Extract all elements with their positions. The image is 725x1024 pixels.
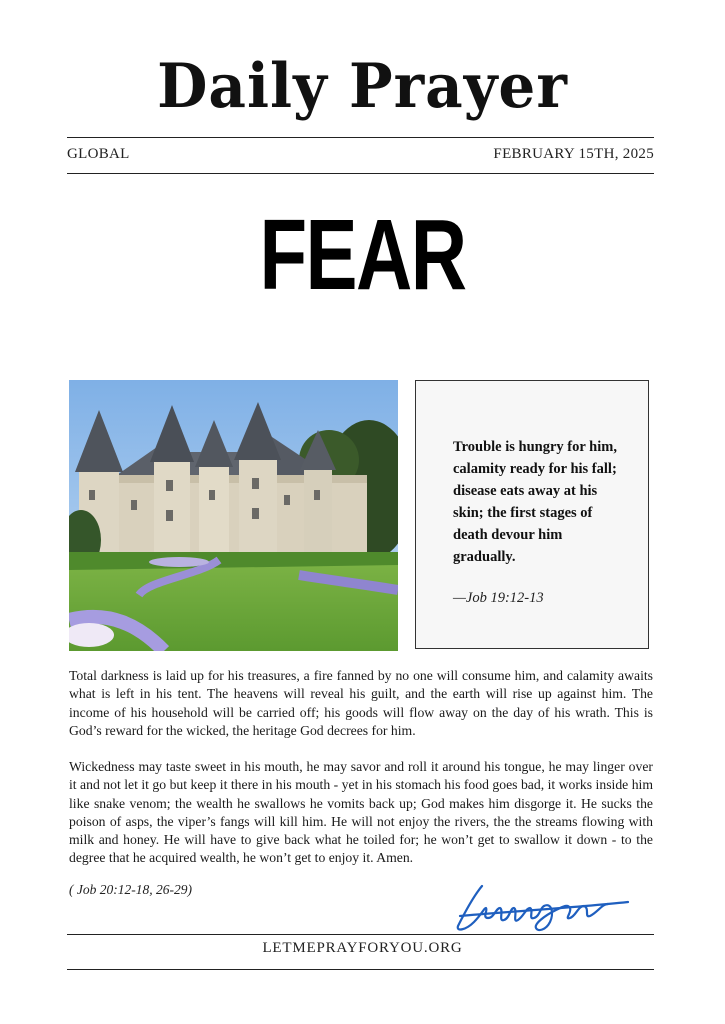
footer-bottom-rule <box>67 969 654 970</box>
footer-website: LETMEPRAYFORYOU.ORG <box>262 940 463 956</box>
top-rule <box>67 137 654 138</box>
pull-quote-citation: —Job 19:12-13 <box>453 590 544 606</box>
body-paragraph-1: Total darkness is laid up for his treasures, a fire fanned by no one will consume him, and calamity awaits what is left in his tent. The heavens will reveal his guilt, and the earth will rise up against him. The income of his household will be carried off; his goods will flow away on the day of his wrath. This is God’s reward for the wicked, the heritage God decrees for him. <box>69 668 653 738</box>
headline: FEAR <box>259 199 466 311</box>
body-paragraph-2: Wickedness may taste sweet in his mouth, he may savor and roll it around his tongue, he may linger over it and not let it go but keep it there in his mouth - yet in his stomach his food goes bad, it works inside him like snake venom; the wealth he swallows he vomits back up; God makes him disgorge it. He sucks the poison of asps, the viper’s fangs will kill him. He will not enjoy the rivers, the the streams flowing with milk and honey. He will have to give back what he toiled for; he won’t get to swallow it down - to the degree that he acquired wealth, he won’t get to enjoy it. Amen. <box>69 759 653 866</box>
pull-quote-text: Trouble is hungry for him, calamity ready for his fall; disease eats away at his skin; the first stages of death devour him gradually. <box>453 439 617 565</box>
region-label: GLOBAL <box>67 146 130 162</box>
dateline-bottom-rule <box>67 173 654 174</box>
footer-top-rule <box>67 934 654 935</box>
issue-date: FEBRUARY 15TH, 2025 <box>493 146 654 162</box>
signature-image <box>452 878 632 938</box>
masthead-title: Daily Prayer <box>157 50 568 122</box>
castle-photo <box>69 380 398 651</box>
pull-quote-box <box>415 380 649 649</box>
scripture-citation: ( Job 20:12-18, 26-29) <box>69 882 192 897</box>
dateline <box>67 146 654 163</box>
